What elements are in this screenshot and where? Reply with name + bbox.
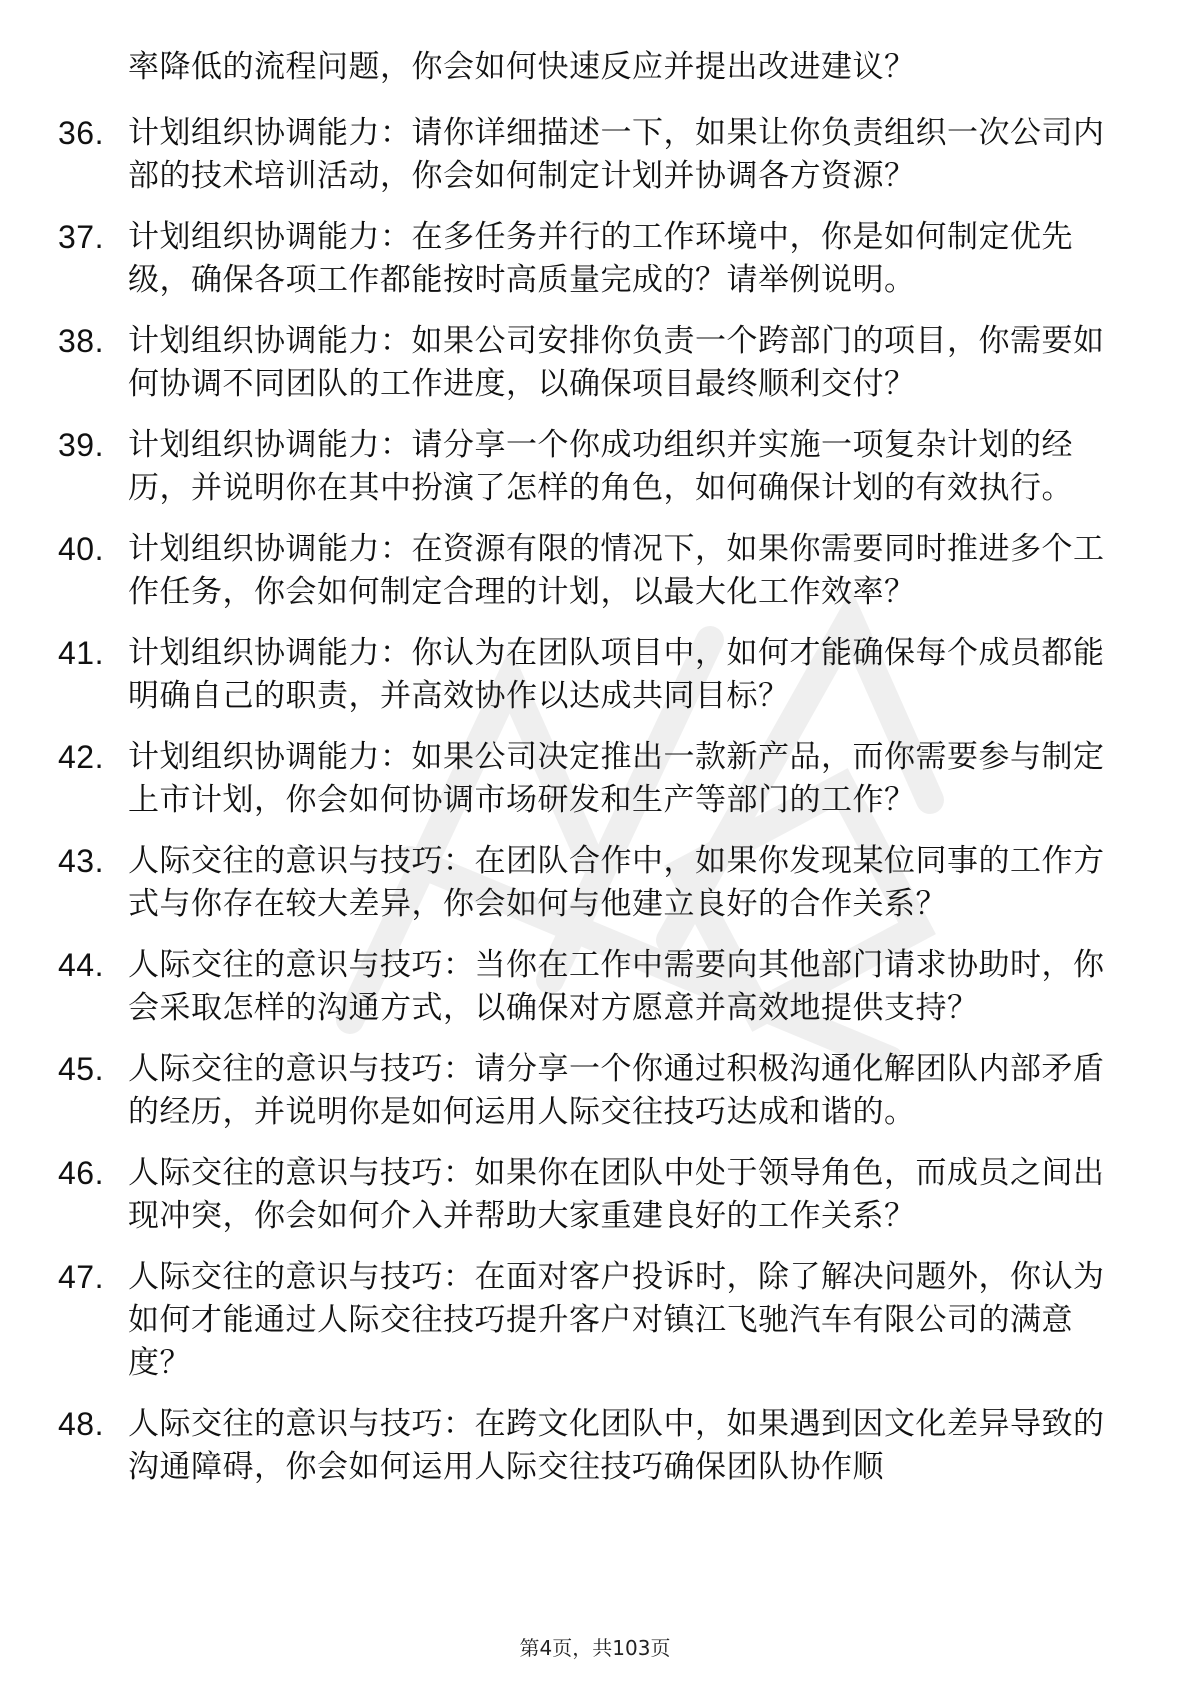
list-item [58, 1256, 1118, 1385]
question-number: 41. [58, 635, 104, 671]
list-item [58, 1403, 1118, 1489]
question-text: 人际交往的意识与技巧：请分享一个你通过积极沟通化解团队内部矛盾的经历，并说明你是如何运用人际交往技巧达成和谐的。 [128, 1051, 1105, 1130]
list-item [58, 528, 1118, 614]
question-text: 计划组织协调能力：如果公司安排你负责一个跨部门的项目，你需要如何协调不同团队的工作进度，以确保项目最终顺利交付？ [128, 323, 1105, 402]
question-number: 44. [58, 947, 104, 983]
list-item [58, 840, 1118, 926]
question-number: 42. [58, 739, 104, 775]
list-item [58, 216, 1118, 302]
list-item [58, 112, 1118, 198]
question-number: 47. [58, 1259, 104, 1295]
list-item [58, 632, 1118, 718]
question-text: 计划组织协调能力：请你详细描述一下，如果让你负责组织一次公司内部的技术培训活动，你会如何制定计划并协调各方资源？ [128, 115, 1105, 194]
question-text: 人际交往的意识与技巧：当你在工作中需要向其他部门请求协助时，你会采取怎样的沟通方式，以确保对方愿意并高效地提供支持？ [128, 947, 1105, 1026]
list-item [58, 944, 1118, 1030]
question-list [58, 112, 1118, 1507]
question-text: 计划组织协调能力：如果公司决定推出一款新产品，而你需要参与制定上市计划，你会如何协调市场研发和生产等部门的工作？ [128, 739, 1105, 818]
question-number: 46. [58, 1155, 104, 1191]
question-text: 计划组织协调能力：在资源有限的情况下，如果你需要同时推进多个工作任务，你会如何制定合理的计划，以最大化工作效率？ [128, 531, 1105, 610]
question-text: 计划组织协调能力：你认为在团队项目中，如何才能确保每个成员都能明确自己的职责，并高效协作以达成共同目标？ [128, 635, 1105, 714]
question-number: 48. [58, 1406, 104, 1442]
question-number: 45. [58, 1051, 104, 1087]
question-number: 37. [58, 219, 104, 255]
question-number: 38. [58, 323, 104, 359]
question-text: 人际交往的意识与技巧：在面对客户投诉时，除了解决问题外，你认为如何才能通过人际交往技巧提升客户对镇江飞驰汽车有限公司的满意度？ [128, 1259, 1105, 1381]
question-text: 人际交往的意识与技巧：在团队合作中，如果你发现某位同事的工作方式与你存在较大差异，你会如何与他建立良好的合作关系？ [128, 843, 1105, 922]
list-item [58, 736, 1118, 822]
question-number: 36. [58, 115, 104, 151]
list-item [58, 424, 1118, 510]
question-text: 计划组织协调能力：请分享一个你成功组织并实施一项复杂计划的经历，并说明你在其中扮演了怎样的角色，如何确保计划的有效执行。 [128, 427, 1073, 506]
continuation-text: 率降低的流程问题，你会如何快速反应并提出改进建议？ [128, 49, 916, 85]
question-text: 人际交往的意识与技巧：在跨文化团队中，如果遇到因文化差异导致的沟通障碍，你会如何运用人际交往技巧确保团队协作顺 [128, 1406, 1105, 1485]
question-number: 39. [58, 427, 104, 463]
question-number: 40. [58, 531, 104, 567]
list-item [58, 1048, 1118, 1134]
list-item [58, 320, 1118, 406]
list-item [58, 1152, 1118, 1238]
question-text: 计划组织协调能力：在多任务并行的工作环境中，你是如何制定优先级，确保各项工作都能按时高质量完成的？请举例说明。 [128, 219, 1073, 298]
question-text: 人际交往的意识与技巧：如果你在团队中处于领导角色，而成员之间出现冲突，你会如何介入并帮助大家重建良好的工作关系？ [128, 1155, 1105, 1234]
page-footer: 第4页，共103页 [519, 1636, 671, 1660]
question-number: 43. [58, 843, 104, 879]
